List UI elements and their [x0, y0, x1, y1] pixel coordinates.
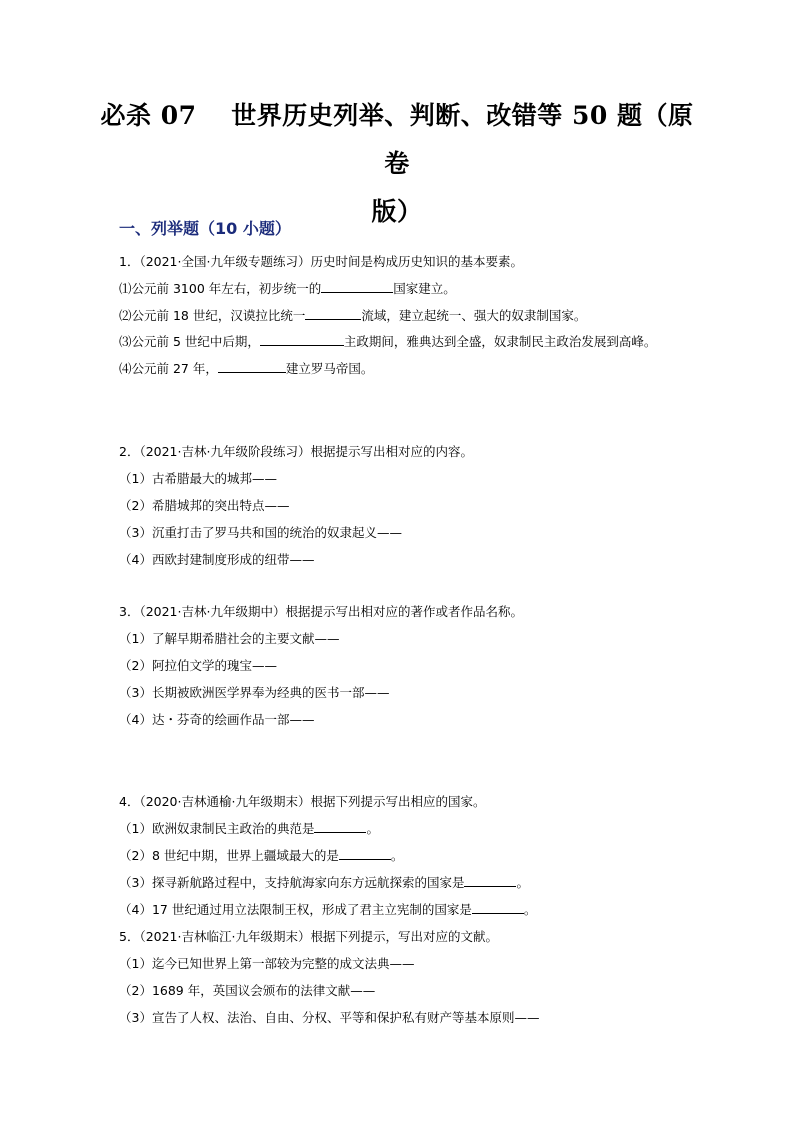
- section-heading: 一、列举题（10 小题）: [119, 219, 291, 238]
- question-item: （1）了解早期希腊社会的主要文献——: [119, 631, 340, 646]
- question-item: （3）沉重打击了罗马共和国的统治的奴隶起义——: [119, 525, 402, 540]
- question-item: （2）1689 年，英国议会颁布的法律文献——: [119, 983, 376, 998]
- page-title: [100, 92, 694, 236]
- question-item: （4）达・芬奇的绘画作品一部——: [119, 712, 315, 727]
- question-4: [119, 788, 685, 923]
- question-item: （3）宣告了人权、法治、自由、分权、平等和保护私有财产等基本原则——: [119, 1010, 540, 1025]
- question-stem: 4．（2020·吉林通榆·九年级期末）根据下列提示写出相应的国家。: [119, 794, 486, 809]
- question-stem: 1．（2021·全国·九年级专题练习）历史时间是构成历史知识的基本要素。: [119, 254, 523, 269]
- question-item: （4）17 世纪通过用立法限制王权，形成了君主立宪制的国家是 。: [119, 902, 537, 917]
- answer-blank[interactable]: [464, 874, 516, 887]
- question-item: （1）欧洲奴隶制民主政治的典范是 。: [119, 821, 379, 836]
- question-stem: 2．（2021·吉林·九年级阶段练习）根据提示写出相对应的内容。: [119, 444, 473, 459]
- answer-blank[interactable]: [339, 847, 391, 860]
- answer-blank[interactable]: [305, 307, 361, 320]
- question-item: （2）8 世纪中期，世界上疆域最大的是 。: [119, 848, 404, 863]
- answer-blank[interactable]: [218, 360, 286, 373]
- question-item: （2）希腊城邦的突出特点——: [119, 498, 290, 513]
- question-item: （4）西欧封建制度形成的纽带——: [119, 552, 315, 567]
- question-5: [119, 923, 685, 1031]
- answer-blank[interactable]: [260, 333, 344, 346]
- answer-blank[interactable]: [472, 901, 524, 914]
- question-item: ⑴公元前 3100 年左右，初步统一的 国家建立。: [119, 281, 456, 296]
- question-stem: 3．（2021·吉林·九年级期中）根据提示写出相对应的著作或者作品名称。: [119, 604, 523, 619]
- question-item: （1）迄今已知世界上第一部较为完整的成文法典——: [119, 956, 415, 971]
- title-line-2: 版）: [371, 197, 423, 226]
- question-item: ⑷公元前 27 年， 建立罗马帝国。: [119, 361, 374, 376]
- question-item: （3）探寻新航路过程中，支持航海家向东方远航探索的国家是 。: [119, 875, 529, 890]
- question-item: ⑵公元前 18 世纪，汉谟拉比统一 流域，建立起统一、强大的奴隶制国家。: [119, 308, 587, 323]
- question-1: [119, 248, 685, 382]
- question-3: [119, 598, 685, 733]
- question-item: ⑶公元前 5 世纪中后期， 主政期间，雅典达到全盛，奴隶制民主政治发展到高峰。: [119, 334, 657, 349]
- question-stem: 5．（2021·吉林临江·九年级期末）根据下列提示，写出对应的文献。: [119, 929, 498, 944]
- question-item: （2）阿拉伯文学的瑰宝——: [119, 658, 277, 673]
- question-item: （3）长期被欧洲医学界奉为经典的医书一部——: [119, 685, 390, 700]
- answer-blank[interactable]: [321, 280, 393, 293]
- question-item: （1）古希腊最大的城邦——: [119, 471, 277, 486]
- question-2: [119, 438, 685, 573]
- answer-blank[interactable]: [314, 820, 366, 833]
- title-line-1: 必杀 07 世界历史列举、判断、改错等 50 题（原卷: [100, 101, 694, 178]
